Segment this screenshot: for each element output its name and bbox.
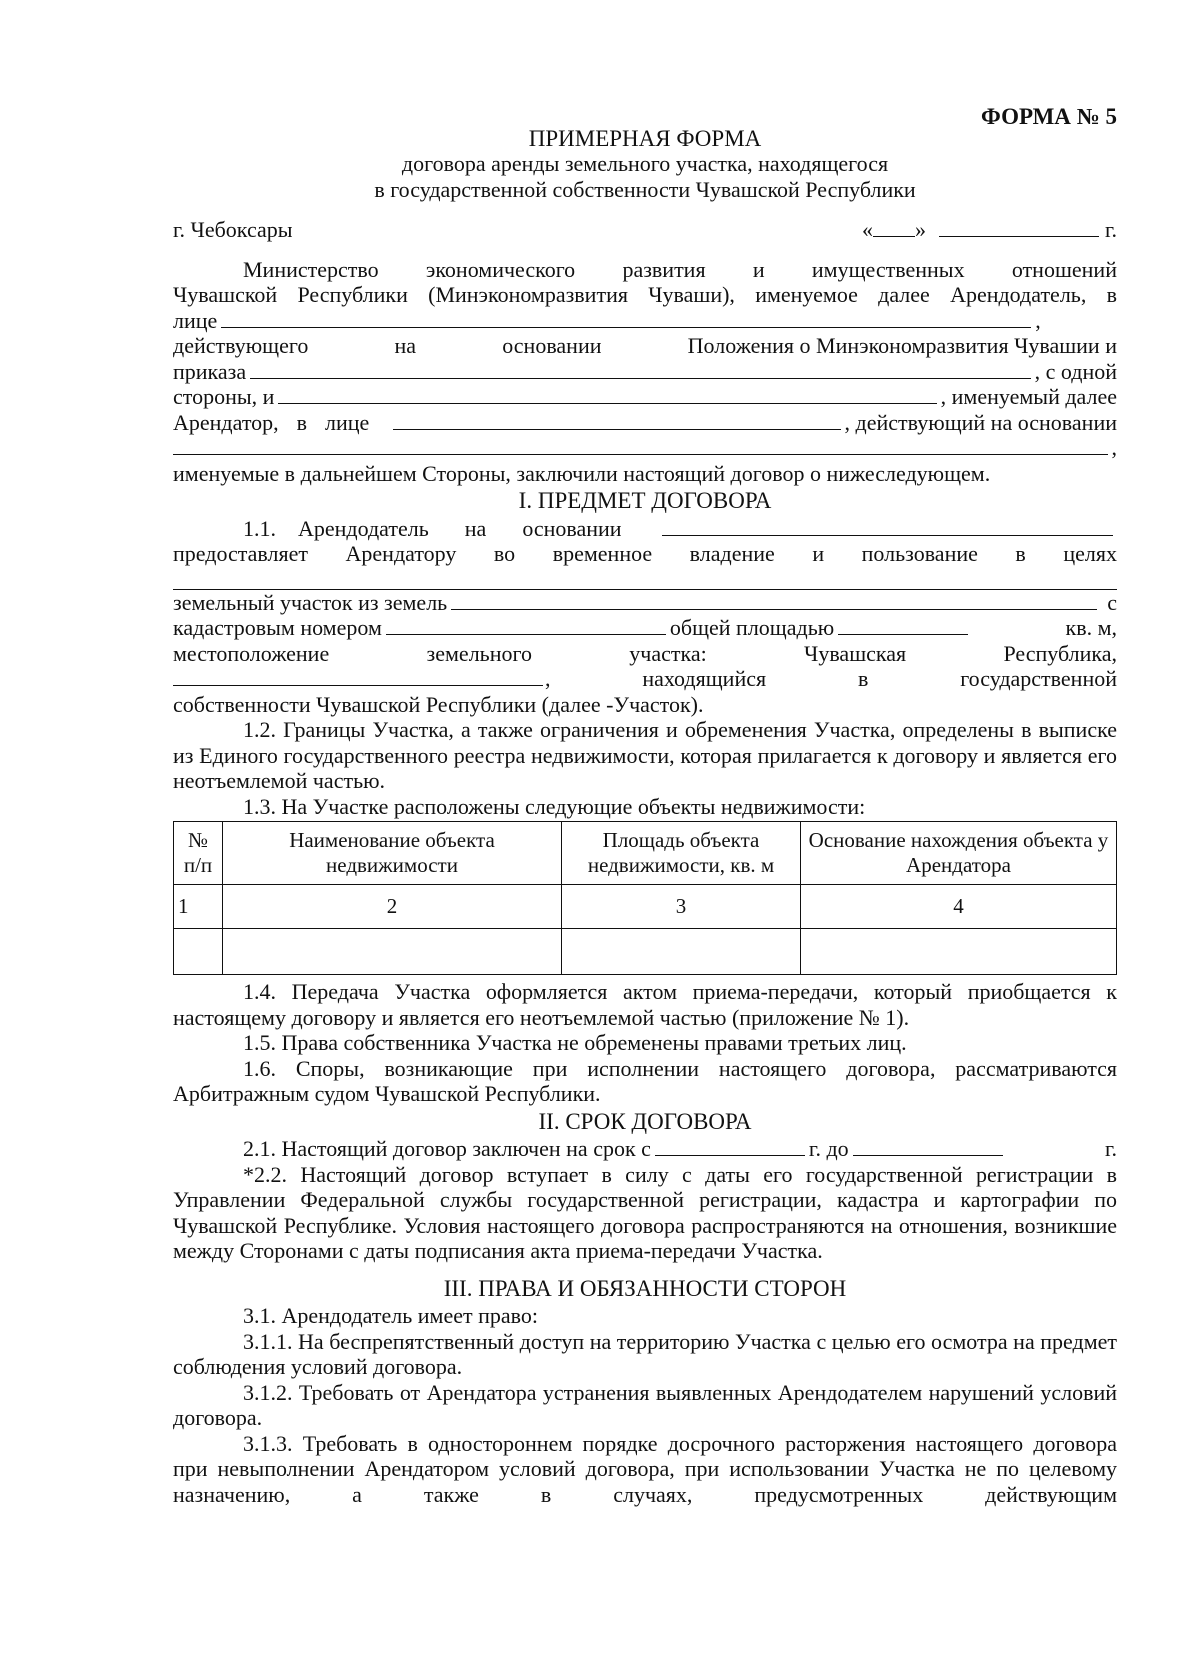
- land-category-blank: [451, 591, 1097, 610]
- clause-1-6: 1.6. Споры, возникающие при исполнении настоящего договора, рассматриваются Арбитражным судом Чувашской Республики.: [173, 1055, 1117, 1106]
- table-cell: [562, 929, 801, 975]
- basis-blank: [662, 517, 1113, 536]
- document-title: ПРИМЕРНАЯ ФОРМА: [528, 125, 762, 151]
- header-object-area: Площадь объекта недвижимости, кв. м: [562, 822, 801, 885]
- clause-2-2: *2.2. Настоящий договор вступает в силу с даты его государственной регистрации в Управлении Федеральной службы государственной регистрации, кадастра и картографии по Чувашской Республике. Условия настоящего договора распространяются на отношения, возникшие между Сторонами с даты подписания акта приема-передачи Участка.: [173, 1161, 1117, 1263]
- lessee-name-blank: [278, 385, 936, 404]
- header-object-name: Наименование объекта недвижимости: [223, 822, 562, 885]
- table-header-row: [174, 822, 1117, 885]
- table-row: [174, 929, 1117, 975]
- table-cell: 2: [223, 885, 562, 929]
- clause-3-1-3: 3.1.3. Требовать в одностороннем порядке досрочного расторжения настоящего договора при невыполнении Арендатором условий договора, при использовании Участка не по целевому назначению, а также в случаях, предусмотренных действующим: [173, 1430, 1117, 1507]
- day-blank: [873, 216, 915, 237]
- clause-1-1-line-4: земельный участок из земель с: [173, 589, 1117, 615]
- clause-1-1-line-7: , находящийся в государственной: [173, 666, 1117, 692]
- lessee-representative-blank: [393, 411, 840, 430]
- clause-3-1: 3.1. Арендодатель имеет право:: [243, 1303, 538, 1328]
- intro-line-8: ,: [173, 435, 1117, 461]
- header-basis: Основание нахождения объекта у Арендатора: [801, 822, 1117, 885]
- header-number: № п/п: [174, 822, 223, 885]
- place-date-row: [173, 216, 1117, 243]
- intro-line-7: Арендатор, в лице , действующий на основании: [173, 409, 1117, 435]
- intro-line-3: лице ,: [173, 307, 1041, 333]
- clause-3-1-1: 3.1.1. На беспрепятственный доступ на территорию Участка с целью его осмотра на предмет соблюдения условий договора.: [173, 1328, 1117, 1379]
- table-cell: [223, 929, 562, 975]
- lessee-basis-blank: [173, 436, 1108, 455]
- intro-line-1: Министерство экономического развития и имущественных отношений: [243, 256, 1117, 282]
- end-date-blank: [853, 1137, 1003, 1156]
- clause-1-4: 1.4. Передача Участка оформляется актом приема-передачи, который приобщается к настоящему договору и является его неотъемлемой частью (приложение № 1).: [173, 979, 1117, 1030]
- intro-line-6: стороны, и , именуемый далее: [173, 384, 1117, 409]
- clause-1-1-line-6: местоположение земельного участка: Чувашская Республика,: [173, 640, 1117, 666]
- cadastral-number-blank: [386, 616, 666, 635]
- real-estate-objects-table: [173, 821, 1117, 975]
- document-subtitle-line-1: договора аренды земельного участка, находящегося: [401, 151, 889, 176]
- document-content: [173, 104, 1117, 1507]
- clause-1-1-line-1: 1.1. Арендодатель на основании: [173, 516, 1117, 542]
- form-number: ФОРМА № 5: [981, 104, 1117, 129]
- clause-2-1: 2.1. Настоящий договор заключен на срок с г. до г.: [243, 1136, 1117, 1161]
- purpose-blank: [173, 567, 1117, 590]
- table-cell: 1: [174, 885, 223, 929]
- section-2-heading: II. СРОК ДОГОВОРА: [538, 1108, 752, 1134]
- clause-1-5: 1.5. Права собственника Участка не обременены правами третьих лиц.: [243, 1030, 907, 1055]
- location-blank: [173, 667, 543, 686]
- document-subtitle-line-2: в государственной собственности Чувашской Республики: [374, 176, 916, 202]
- start-date-blank: [655, 1137, 805, 1156]
- clause-1-1-line-5: кадастровым номером общей площадью кв. м,: [173, 615, 1117, 640]
- area-blank: [838, 616, 968, 635]
- table-cell: 4: [801, 885, 1117, 929]
- clause-3-1-2: 3.1.2. Требовать от Арендатора устранения выявленных Арендодателем нарушений условий договора.: [173, 1379, 1117, 1430]
- clause-1-1-line-8: собственности Чувашской Республики (далее -Участок).: [173, 691, 704, 717]
- table-cell: [174, 929, 223, 975]
- clause-1-1-line-2: предоставляет Арендатору во временное владение и пользование в целях: [173, 541, 1117, 566]
- section-1-heading: I. ПРЕДМЕТ ДОГОВОРА: [518, 488, 772, 513]
- intro-line-5: приказа , с одной: [173, 358, 1117, 384]
- intro-line-9: именуемые в дальнейшем Стороны, заключили настоящий договор о нижеследующем.: [173, 460, 991, 486]
- table-cell: [801, 929, 1117, 975]
- intro-line-2: Чувашской Республики (Минэкономразвития Чуваши), именуемое далее Арендодатель, в: [173, 282, 1117, 307]
- clause-1-2: 1.2. Границы Участка, а также ограничения и обременения Участка, определены в выписке из Единого государственного реестра недвижимости, которая прилагается к договору и является его неотъемлемой частью.: [173, 717, 1117, 793]
- representative-blank: [221, 309, 1031, 328]
- city-label: г. Чебоксары: [173, 217, 293, 242]
- table-cell: 3: [562, 885, 801, 929]
- table-row: [174, 885, 1117, 929]
- section-3-heading: III. ПРАВА И ОБЯЗАННОСТИ СТОРОН: [443, 1275, 847, 1301]
- month-year-blank: [939, 216, 1099, 237]
- order-blank: [250, 360, 1031, 379]
- clause-1-3: 1.3. На Участке расположены следующие объекты недвижимости:: [243, 793, 866, 819]
- intro-line-4: действующего на основании Положения о Минэкономразвития Чувашии и: [173, 333, 1117, 358]
- date-field: « » г.: [861, 217, 1117, 242]
